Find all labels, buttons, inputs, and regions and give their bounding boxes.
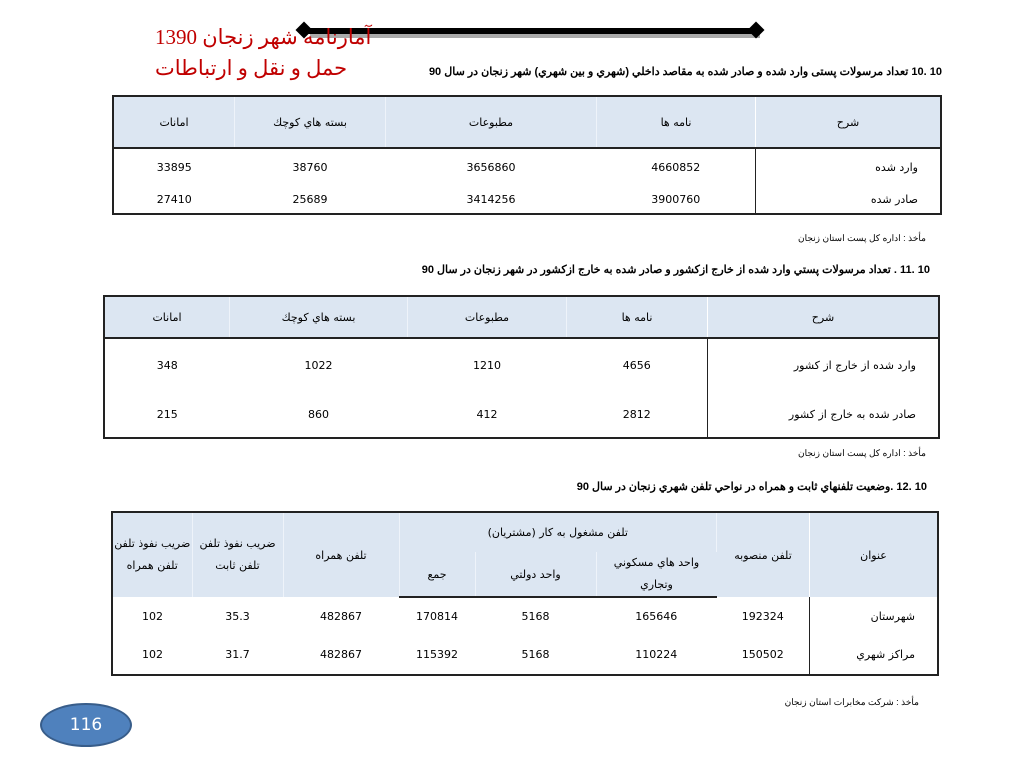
- col-header: مطبوعات: [386, 96, 597, 148]
- table-row: [113, 148, 941, 186]
- table-row: [104, 338, 939, 392]
- col-header: شرح: [756, 96, 942, 148]
- cell: 31.7: [225, 648, 250, 661]
- cell: صادر شده: [756, 186, 942, 214]
- col-header: بسته هاي كوچك: [235, 96, 386, 148]
- cell: 5168: [521, 610, 550, 623]
- cell: 192324: [741, 609, 784, 623]
- cell: 482867: [320, 648, 362, 661]
- table2-caption: 10 .11 . تعداد مرسولات پستي وارد شده از خارج ازكشور و صادر شده به خارج ازكشور در شهر زنجان در سال 90: [421, 264, 930, 276]
- cell: 110224: [635, 648, 678, 661]
- col-header: عنوان: [810, 512, 939, 597]
- cell: وارد شده از خارج از كشور: [708, 338, 940, 392]
- cell: 5168: [521, 648, 550, 661]
- cell: 3414256: [466, 193, 516, 206]
- table1-caption: 10 .10 تعداد مرسولات پستی وارد شده و صادر شده به مقاصد داخلي (شهري و بين شهري) شهر زنجان در سال 90: [428, 66, 942, 78]
- cell: 35.3: [225, 609, 250, 623]
- cell: شهرستان: [810, 597, 939, 635]
- cell: 2812: [622, 408, 651, 421]
- table-row: [112, 597, 938, 635]
- section-title: حمل و نقل و ارتباطات: [155, 56, 348, 80]
- cell: مراكز شهري: [810, 635, 939, 675]
- col-header: ضريب نفوذ تلفن تلفن ثابت: [192, 512, 283, 597]
- cell: 33895: [156, 161, 192, 174]
- col-header: شرح: [708, 296, 940, 338]
- cell: 102: [142, 609, 163, 623]
- cell: 38760: [292, 161, 328, 174]
- col-header: نامه ها: [597, 96, 756, 148]
- col-header-group: تلفن مشغول به كار (مشتريان): [399, 512, 717, 552]
- cell: 215: [156, 408, 178, 421]
- col-header: بسته هاي كوچك: [230, 296, 408, 338]
- table3-source: مأخذ : شركت مخابرات استان زنجان: [784, 697, 919, 707]
- cell: 482867: [320, 609, 362, 623]
- col-header: واحد هاي مسكوني وتجاري: [596, 552, 717, 597]
- cell: 3900760: [651, 193, 701, 206]
- table1: [112, 95, 942, 215]
- table3-caption: 10 .12 .وضعيت تلفنهاي ثابت و همراه در نواحي تلفن شهري زنجان در سال 90: [576, 481, 927, 493]
- table-row: [112, 635, 938, 675]
- table2-source: مأخذ : اداره کل پست استان زنجان: [797, 448, 926, 458]
- cell: 412: [476, 408, 498, 421]
- cell: 1022: [304, 359, 333, 372]
- table1-source: مأخذ : اداره کل پست استان زنجان: [797, 233, 926, 243]
- cell: 4660852: [651, 161, 701, 174]
- col-header: نامه ها: [567, 296, 708, 338]
- cell: 102: [142, 648, 163, 661]
- col-header: جمع: [399, 552, 475, 597]
- cell: 4656: [622, 359, 651, 372]
- cell: 170814: [416, 610, 458, 623]
- cell: 3656860: [466, 161, 516, 174]
- table-row: [113, 186, 941, 214]
- table2: [103, 295, 940, 439]
- col-header: امانات: [113, 96, 235, 148]
- col-header: ضريب نفوذ تلفن تلفن همراه: [112, 512, 192, 597]
- col-header: واحد دولتي: [475, 552, 596, 597]
- cell: 150502: [741, 648, 784, 661]
- cell: 25689: [292, 193, 328, 206]
- cell: 115392: [416, 648, 458, 661]
- col-header: امانات: [104, 296, 230, 338]
- cell: صادر شده به خارج از كشور: [708, 392, 940, 438]
- cell: 165646: [635, 610, 678, 623]
- cell: 348: [156, 359, 178, 372]
- table-row: [104, 392, 939, 438]
- page-number-badge: 116: [40, 703, 132, 747]
- col-header: تلفن منصوبه: [717, 512, 810, 597]
- yearbook-title: آمارنامه شهر زنجان 1390: [155, 25, 372, 49]
- table3: [111, 511, 939, 676]
- cell: 860: [308, 408, 329, 421]
- col-header: مطبوعات: [408, 296, 567, 338]
- col-header: تلفن همراه: [283, 512, 399, 597]
- cell: 1210: [473, 359, 501, 372]
- cell: وارد شده: [756, 148, 942, 186]
- cell: 27410: [156, 193, 192, 206]
